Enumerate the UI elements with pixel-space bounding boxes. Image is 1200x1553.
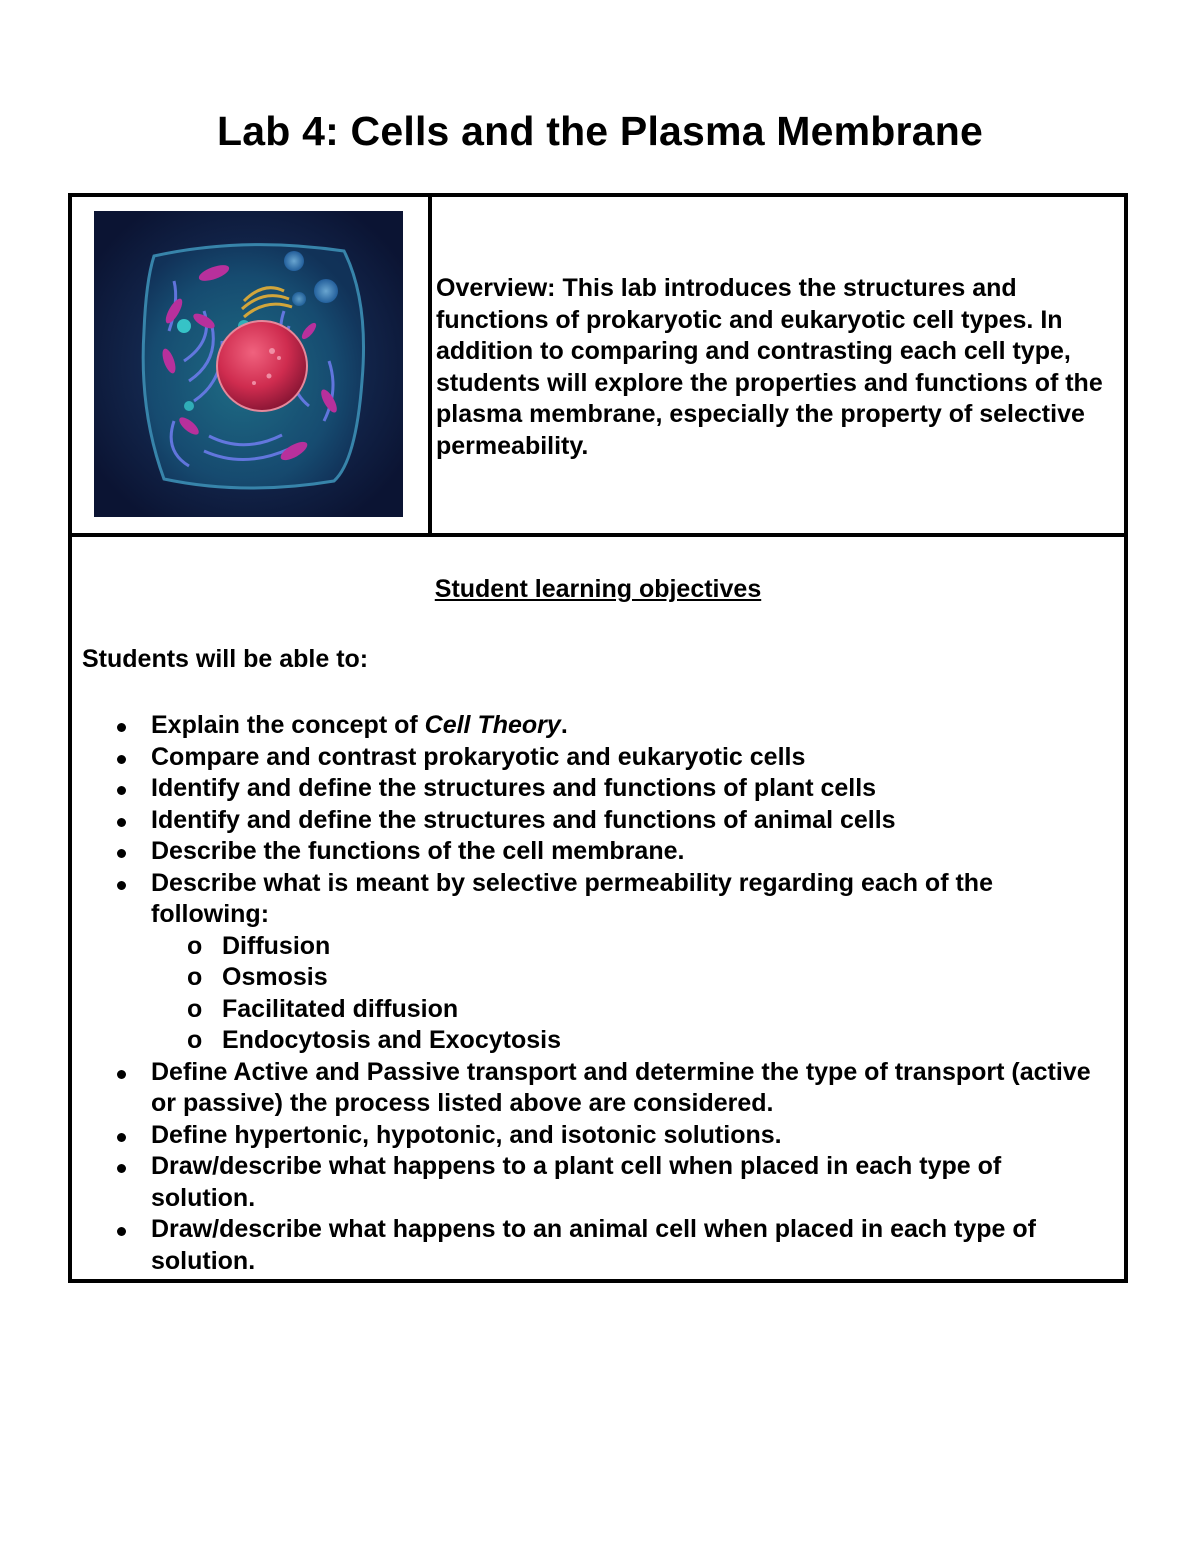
sub-item-text: Diffusion — [222, 931, 331, 960]
bullet-icon — [117, 723, 126, 732]
objective-text: Describe the functions of the cell membrane. — [151, 837, 685, 865]
objective-text: Describe what is meant by selective permeability regarding each of the following: — [151, 868, 993, 928]
sub-item-text: Osmosis — [222, 963, 328, 991]
bullet-icon — [117, 1227, 126, 1236]
sub-item-text: Endocytosis and Exocytosis — [222, 1026, 561, 1054]
objective-emphasis: Cell Theory — [424, 711, 561, 739]
list-item — [72, 773, 1106, 805]
transport-sublist — [151, 931, 1106, 1057]
bullet-icon — [117, 881, 126, 890]
bullet-icon — [117, 1164, 126, 1173]
sub-bullet-icon: o — [187, 963, 203, 991]
objective-text: Define hypertonic, hypotonic, and isotonic solutions. — [151, 1120, 782, 1149]
list-item — [72, 742, 1106, 774]
overview-text: Overview: This lab introduces the structures and functions of prokaryotic and eukaryotic cell types. In addition to comparing and contrasting each cell type, students will explore the properties and functions of the plasma membrane, especially the property of selective permeability. — [436, 274, 1103, 460]
list-item — [72, 805, 1106, 837]
objective-text-suffix: . — [560, 711, 568, 739]
bullet-icon — [117, 849, 126, 858]
objective-text: Identify and define the structures and functions of plant cells — [151, 774, 877, 802]
list-item — [72, 836, 1106, 868]
objective-text: Compare and contrast prokaryotic and eukaryotic cells — [151, 742, 806, 771]
lab-info-table — [68, 193, 1128, 1283]
list-item — [72, 1057, 1106, 1120]
sub-list-item — [151, 994, 1106, 1026]
list-item — [72, 1214, 1106, 1277]
objective-text: Draw/describe what happens to a plant cell when placed in each type of solution. — [151, 1152, 1002, 1212]
animal-cell-illustration — [94, 211, 403, 517]
objectives-heading: Student learning objectives — [434, 575, 762, 603]
bullet-icon — [117, 755, 126, 764]
sub-list-item — [151, 962, 1106, 994]
bullet-icon — [117, 1133, 126, 1142]
list-item — [72, 868, 1106, 1057]
page-title: Lab 4: Cells and the Plasma Membrane — [217, 108, 983, 154]
objectives-intro: Students will be able to: — [82, 645, 369, 673]
sub-list-item — [151, 931, 1106, 963]
bullet-icon — [117, 1070, 126, 1079]
sub-bullet-icon: o — [187, 931, 203, 960]
bullet-icon — [117, 786, 126, 795]
sub-list-item — [151, 1025, 1106, 1057]
sub-bullet-icon: o — [187, 994, 203, 1023]
objective-text: Define Active and Passive transport and determine the type of transport (active or passive) the process listed above are considered. — [151, 1057, 1091, 1117]
sub-bullet-icon: o — [187, 1026, 203, 1054]
objective-text: Draw/describe what happens to an animal cell when placed in each type of solution. — [151, 1215, 1036, 1275]
objective-text: Explain the concept of — [151, 711, 425, 739]
list-item — [72, 710, 1106, 742]
row-divider — [72, 533, 1124, 537]
bullet-icon — [117, 818, 126, 827]
list-item — [72, 1120, 1106, 1152]
sub-item-text: Facilitated diffusion — [222, 994, 459, 1023]
column-divider — [428, 197, 432, 533]
objectives-list — [72, 710, 1112, 1277]
list-item — [72, 1151, 1106, 1214]
objective-text: Identify and define the structures and functions of animal cells — [151, 805, 896, 834]
